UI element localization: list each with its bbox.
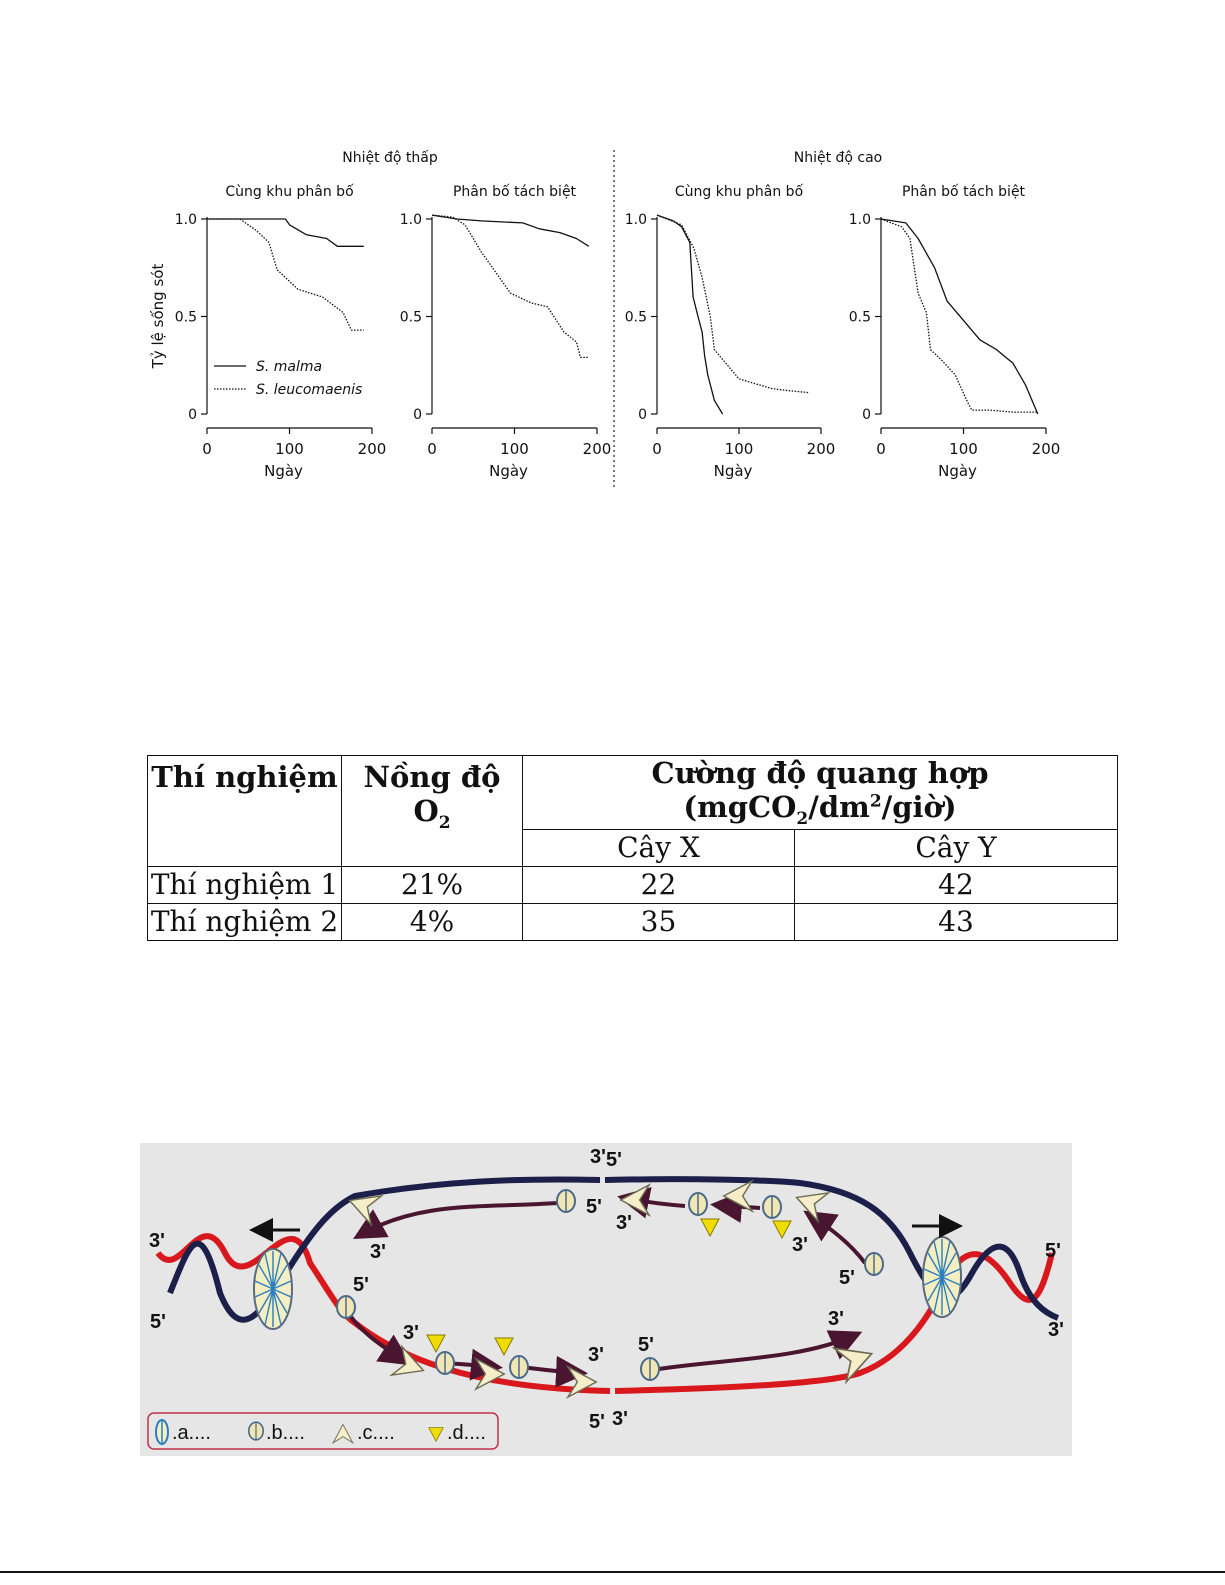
header-plant-y: Cây Y xyxy=(795,829,1118,866)
series-line-leucomaenis xyxy=(657,215,809,393)
chart-panel-high-sympatric xyxy=(625,183,836,480)
x-tick-label: 0 xyxy=(202,440,212,458)
primer-icon xyxy=(436,1352,454,1374)
page-bottom-rule xyxy=(0,1571,1225,1573)
fragment-label: 3' xyxy=(588,1344,604,1366)
chart-panel-low-allopatric xyxy=(400,183,612,480)
row2-x: 35 xyxy=(523,903,795,940)
end-label: 5' xyxy=(589,1411,605,1433)
x-axis-title: Ngày xyxy=(713,462,753,480)
y-tick-label: 0.5 xyxy=(624,309,647,326)
y-tick-label: 0.5 xyxy=(848,309,871,326)
x-axis-title: Ngày xyxy=(489,462,528,480)
y-tick-label: 0.5 xyxy=(399,309,422,326)
legend-d: .d.... xyxy=(447,1422,486,1444)
primer-icon xyxy=(763,1196,781,1218)
row2-o2: 4% xyxy=(342,903,523,940)
x-tick-label: 100 xyxy=(500,440,529,458)
y-tick-label: 0 xyxy=(188,407,197,423)
group-title-high: Nhiệt độ cao xyxy=(793,150,883,166)
end-label: 3' xyxy=(590,1146,606,1168)
end-label: 5' xyxy=(1045,1240,1061,1262)
fragment-label: 3' xyxy=(403,1322,419,1344)
legend-helicase-icon xyxy=(156,1420,168,1444)
y-tick-label: 0 xyxy=(638,407,647,423)
end-label: 3' xyxy=(149,1230,165,1252)
legend-label-malma: S. malma xyxy=(256,359,323,375)
x-axis-title: Ngày xyxy=(264,462,303,480)
row1-x: 22 xyxy=(523,866,795,903)
y-tick-label: 1.0 xyxy=(399,212,422,228)
fragment-label: 5' xyxy=(353,1274,369,1296)
x-tick-label: 0 xyxy=(876,440,886,458)
fragment-label: 3' xyxy=(370,1241,386,1263)
series-line-malma xyxy=(207,219,364,246)
primer-icon xyxy=(865,1253,883,1275)
y-tick-label: 1.0 xyxy=(624,212,647,228)
legend-a: .a.... xyxy=(172,1422,211,1444)
chart-title: Phân bố tách biệt xyxy=(901,184,1026,200)
primer-icon xyxy=(510,1356,528,1378)
fragment-label: 5' xyxy=(586,1196,602,1218)
row1-y: 42 xyxy=(795,866,1118,903)
chart-title: Phân bố tách biệt xyxy=(452,184,577,200)
x-tick-label: 200 xyxy=(357,440,387,458)
chart-legend xyxy=(214,359,362,398)
x-tick-label: 0 xyxy=(427,440,437,458)
x-tick-label: 200 xyxy=(582,440,612,458)
chart-panel-low-sympatric xyxy=(175,183,387,480)
legend-label-leucomaenis: S. leucomaenis xyxy=(256,382,363,398)
photosynthesis-table xyxy=(147,755,1118,941)
y-tick-label: 1.0 xyxy=(174,212,197,228)
x-tick-label: 200 xyxy=(806,440,836,458)
series-line-malma xyxy=(657,215,723,414)
x-tick-label: 100 xyxy=(724,440,754,458)
x-tick-label: 200 xyxy=(1031,440,1061,458)
end-label: 5' xyxy=(150,1311,166,1333)
series-line-leucomaenis xyxy=(207,219,364,330)
row1-o2: 21% xyxy=(342,866,523,903)
row2-y: 43 xyxy=(795,903,1118,940)
primer-icon xyxy=(337,1296,355,1318)
series-line-malma xyxy=(432,215,589,246)
helicase-right xyxy=(923,1237,961,1317)
header-o2: Nồng độ $O_2$ xyxy=(342,756,523,867)
x-tick-label: 0 xyxy=(652,440,662,458)
y-tick-label: 0 xyxy=(413,407,422,423)
end-label: 3' xyxy=(1048,1319,1064,1341)
y-tick-label: 1.0 xyxy=(848,212,871,228)
y-axis-title: Tỷ lệ sống sót xyxy=(149,263,167,369)
x-tick-label: 100 xyxy=(275,440,304,458)
group-title-low: Nhiệt độ thấp xyxy=(342,150,438,166)
y-tick-label: 0 xyxy=(862,407,871,423)
chart-title: Cùng khu phân bố xyxy=(225,184,354,200)
replication-bubble-diagram xyxy=(140,1143,1072,1456)
header-photosynthesis: Cường độ quang hợp $(mgCO_2/dm^2/giờ)$ xyxy=(523,756,1118,830)
end-label: 3' xyxy=(612,1408,628,1430)
series-line-leucomaenis xyxy=(432,215,589,357)
legend-b: .b.... xyxy=(266,1422,305,1444)
end-label: 5' xyxy=(606,1149,622,1171)
primer-icon xyxy=(641,1358,659,1380)
primer-icon xyxy=(557,1190,575,1212)
fragment-label: 5' xyxy=(638,1334,654,1356)
header-experiment: Thí nghiệm xyxy=(148,756,342,867)
legend-c: .c.... xyxy=(357,1422,395,1444)
chart-panel-high-allopatric xyxy=(849,183,1061,480)
table-row xyxy=(148,903,1118,940)
primer-icon xyxy=(689,1193,707,1215)
fragment-label: 3' xyxy=(792,1234,808,1256)
table-row xyxy=(148,866,1118,903)
x-tick-label: 100 xyxy=(949,440,978,458)
chart-title: Cùng khu phân bố xyxy=(674,184,804,200)
row2-name: Thí nghiệm 2 xyxy=(148,903,342,940)
fragment-label: 3' xyxy=(828,1308,844,1330)
legend-primer-icon xyxy=(249,1422,263,1440)
survival-figure xyxy=(0,0,1225,520)
y-tick-label: 0.5 xyxy=(174,309,197,326)
fragment-label: 3' xyxy=(616,1212,632,1234)
fragment-label: 5' xyxy=(839,1267,855,1289)
x-axis-title: Ngày xyxy=(938,462,977,480)
header-plant-x: Cây X xyxy=(523,829,795,866)
helicase-left xyxy=(254,1249,292,1329)
row1-name: Thí nghiệm 1 xyxy=(148,866,342,903)
